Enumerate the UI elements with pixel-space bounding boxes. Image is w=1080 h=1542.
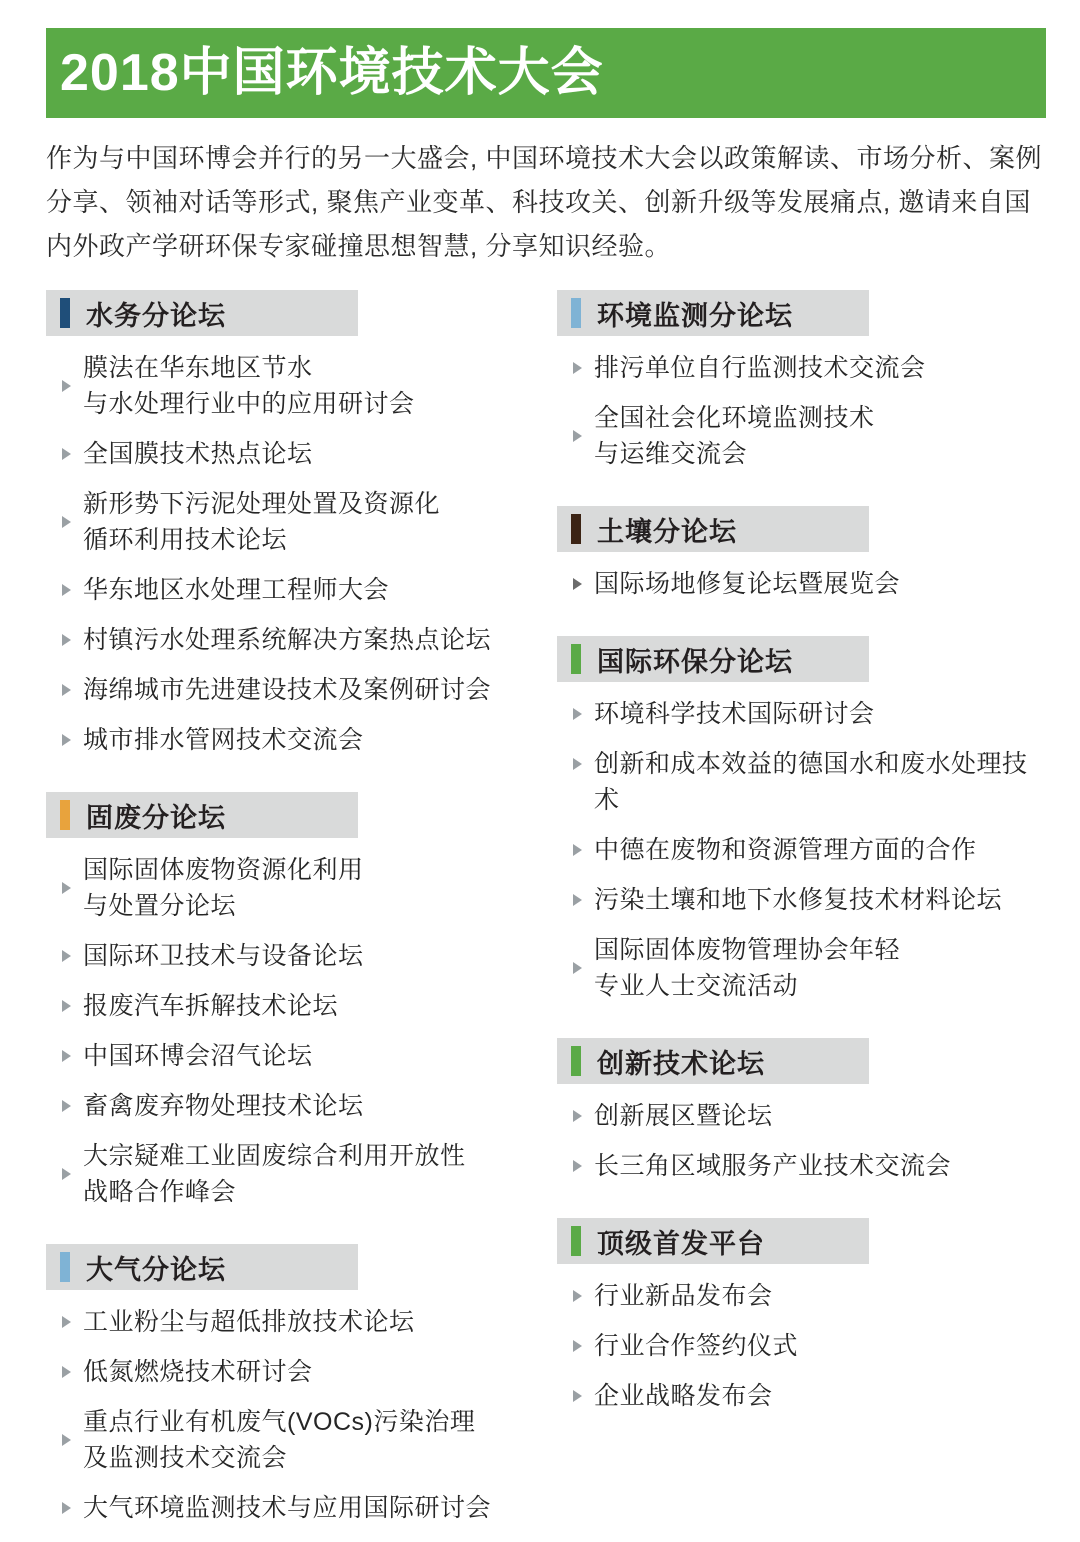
section-title: 固废分论坛 [86,802,226,833]
forum-section-air-forum [46,1244,535,1526]
list-item[interactable] [46,1490,535,1526]
bullet-triangle-icon [62,634,71,646]
list-item[interactable] [46,1138,535,1210]
list-item[interactable] [557,1328,1046,1364]
list-item-label: 大宗疑难工业固废综合利用开放性 战略合作峰会 [83,1142,466,1206]
forum-section-international-forum [557,636,1046,1004]
forum-section-innovation-forum [557,1038,1046,1184]
list-item[interactable] [46,852,535,924]
list-item-label: 国际环卫技术与设备论坛 [83,942,364,970]
forum-item-list [46,852,535,1210]
section-header-solid-waste-forum [46,792,358,838]
section-title: 创新技术论坛 [597,1048,765,1079]
forum-section-water-forum [46,290,535,758]
list-item[interactable] [46,350,535,422]
accent-bar-icon [571,644,581,674]
accent-bar-icon [571,298,581,328]
forum-item-list [557,566,1046,602]
bullet-triangle-icon [62,1366,71,1378]
forum-item-list [557,1098,1046,1184]
list-item[interactable] [46,722,535,758]
accent-bar-icon [571,514,581,544]
list-item[interactable] [557,1098,1046,1134]
forum-section-premiere-platform [557,1218,1046,1414]
list-item-label: 全国社会化环境监测技术 与运维交流会 [594,404,875,468]
list-item[interactable] [557,1378,1046,1414]
list-item-label: 企业战略发布会 [594,1382,773,1410]
list-item[interactable] [46,436,535,472]
bullet-triangle-icon [62,950,71,962]
section-title: 顶级首发平台 [597,1228,765,1259]
right-column [557,290,1046,1542]
list-item-label: 污染土壤和地下水修复技术材料论坛 [594,886,1003,914]
section-header-premiere-platform [557,1218,869,1264]
list-item-label: 工业粉尘与超低排放技术论坛 [83,1308,415,1336]
list-item-label: 中国环博会沼气论坛 [83,1042,313,1070]
list-item[interactable] [46,622,535,658]
intro-paragraph: 作为与中国环博会并行的另一大盛会, 中国环境技术大会以政策解读、市场分析、案例分享、领袖对话等形式, 聚焦产业变革、科技攻关、创新升级等发展痛点, 邀请来自国内外政产学研环保专家碰撞思想智慧, 分享知识经验。 [46,143,1042,261]
forum-section-monitoring-forum [557,290,1046,472]
forum-item-list [557,696,1046,1004]
list-item-label: 大气环境监测技术与应用国际研讨会 [83,1494,492,1522]
list-item[interactable] [557,400,1046,472]
bullet-triangle-icon [573,844,582,856]
list-item[interactable] [46,1038,535,1074]
list-item[interactable] [557,1148,1046,1184]
list-item-label: 行业合作签约仪式 [594,1332,799,1360]
accent-bar-icon [571,1046,581,1076]
list-item-label: 村镇污水处理系统解决方案热点论坛 [83,626,492,654]
section-header-water-forum [46,290,358,336]
left-column [46,290,535,1542]
forum-section-solid-waste-forum [46,792,535,1210]
list-item[interactable] [46,1304,535,1340]
list-item-label: 膜法在华东地区节水 与水处理行业中的应用研讨会 [83,354,415,418]
bullet-triangle-icon [62,1434,71,1446]
title-banner [46,28,1046,118]
bullet-triangle-icon [62,516,71,528]
list-item-label: 创新和成本效益的德国水和废水处理技术 [594,750,1028,814]
section-header-innovation-forum [557,1038,869,1084]
section-header-monitoring-forum [557,290,869,336]
bullet-triangle-icon [62,684,71,696]
list-item-label: 国际场地修复论坛暨展览会 [594,570,901,598]
list-item-label: 新形势下污泥处理处置及资源化 循环利用技术论坛 [83,490,441,554]
list-item[interactable] [46,1354,535,1390]
list-item[interactable] [46,938,535,974]
bullet-triangle-icon [573,1390,582,1402]
list-item[interactable] [557,882,1046,918]
accent-bar-icon [571,1226,581,1256]
bullet-triangle-icon [62,584,71,596]
bullet-triangle-icon [62,882,71,894]
bullet-triangle-icon [573,362,582,374]
list-item[interactable] [557,1278,1046,1314]
section-header-soil-forum [557,506,869,552]
bullet-triangle-icon [573,894,582,906]
list-item-label: 重点行业有机废气(VOCs)污染治理 及监测技术交流会 [83,1408,476,1472]
bullet-triangle-icon [62,380,71,392]
list-item[interactable] [46,572,535,608]
section-title: 环境监测分论坛 [597,300,793,331]
list-item[interactable] [46,1404,535,1476]
bullet-triangle-icon [573,1160,582,1172]
bullet-triangle-icon [62,1502,71,1514]
list-item[interactable] [557,932,1046,1004]
list-item[interactable] [46,1088,535,1124]
bullet-triangle-icon [573,758,582,770]
list-item-label: 排污单位自行监测技术交流会 [594,354,926,382]
list-item-label: 环境科学技术国际研讨会 [594,700,875,728]
accent-bar-icon [60,1252,70,1282]
forum-item-list [46,1304,535,1526]
list-item[interactable] [557,350,1046,386]
list-item[interactable] [46,486,535,558]
list-item-label: 全国膜技术热点论坛 [83,440,313,468]
bullet-triangle-icon [573,1290,582,1302]
bullet-triangle-icon [573,1110,582,1122]
bullet-triangle-icon [62,1050,71,1062]
bullet-triangle-icon [62,448,71,460]
list-item-label: 低氮燃烧技术研讨会 [83,1358,313,1386]
section-header-air-forum [46,1244,358,1290]
bullet-triangle-icon [62,1316,71,1328]
list-item-label: 行业新品发布会 [594,1282,773,1310]
list-item[interactable] [557,832,1046,868]
bullet-triangle-icon [573,1340,582,1352]
accent-bar-icon [60,800,70,830]
forum-item-list [557,1278,1046,1414]
bullet-triangle-icon [62,1000,71,1012]
bullet-triangle-icon [62,734,71,746]
list-item[interactable] [46,672,535,708]
list-item-label: 国际固体废物管理协会年轻 专业人士交流活动 [594,936,901,1000]
forum-item-list [557,350,1046,472]
list-item[interactable] [46,988,535,1024]
list-item-label: 华东地区水处理工程师大会 [83,576,390,604]
list-item-label: 长三角区域服务产业技术交流会 [594,1152,952,1180]
bullet-triangle-icon [573,962,582,974]
bullet-triangle-icon [62,1168,71,1180]
list-item-label: 海绵城市先进建设技术及案例研讨会 [83,676,492,704]
section-title: 土壤分论坛 [597,516,737,547]
list-item[interactable] [557,696,1046,732]
list-item-label: 城市排水管网技术交流会 [83,726,364,754]
section-header-international-forum [557,636,869,682]
page-title: 2018中国环境技术大会 [60,44,604,102]
list-item-label: 畜禽废弃物处理技术论坛 [83,1092,364,1120]
list-item-label: 国际固体废物资源化利用 与处置分论坛 [83,856,364,920]
list-item-label: 报废汽车拆解技术论坛 [83,992,339,1020]
list-item-label: 中德在废物和资源管理方面的合作 [594,836,977,864]
forum-item-list [46,350,535,758]
forum-section-soil-forum [557,506,1046,602]
bullet-triangle-icon [573,578,582,590]
accent-bar-icon [60,298,70,328]
bullet-triangle-icon [62,1100,71,1112]
bullet-triangle-icon [573,430,582,442]
section-title: 大气分论坛 [86,1254,226,1285]
section-title: 水务分论坛 [86,300,226,331]
forum-columns [46,290,1046,1542]
list-item-label: 创新展区暨论坛 [594,1102,773,1130]
list-item[interactable] [557,566,1046,602]
list-item[interactable] [557,746,1046,818]
bullet-triangle-icon [573,708,582,720]
section-title: 国际环保分论坛 [597,646,793,677]
